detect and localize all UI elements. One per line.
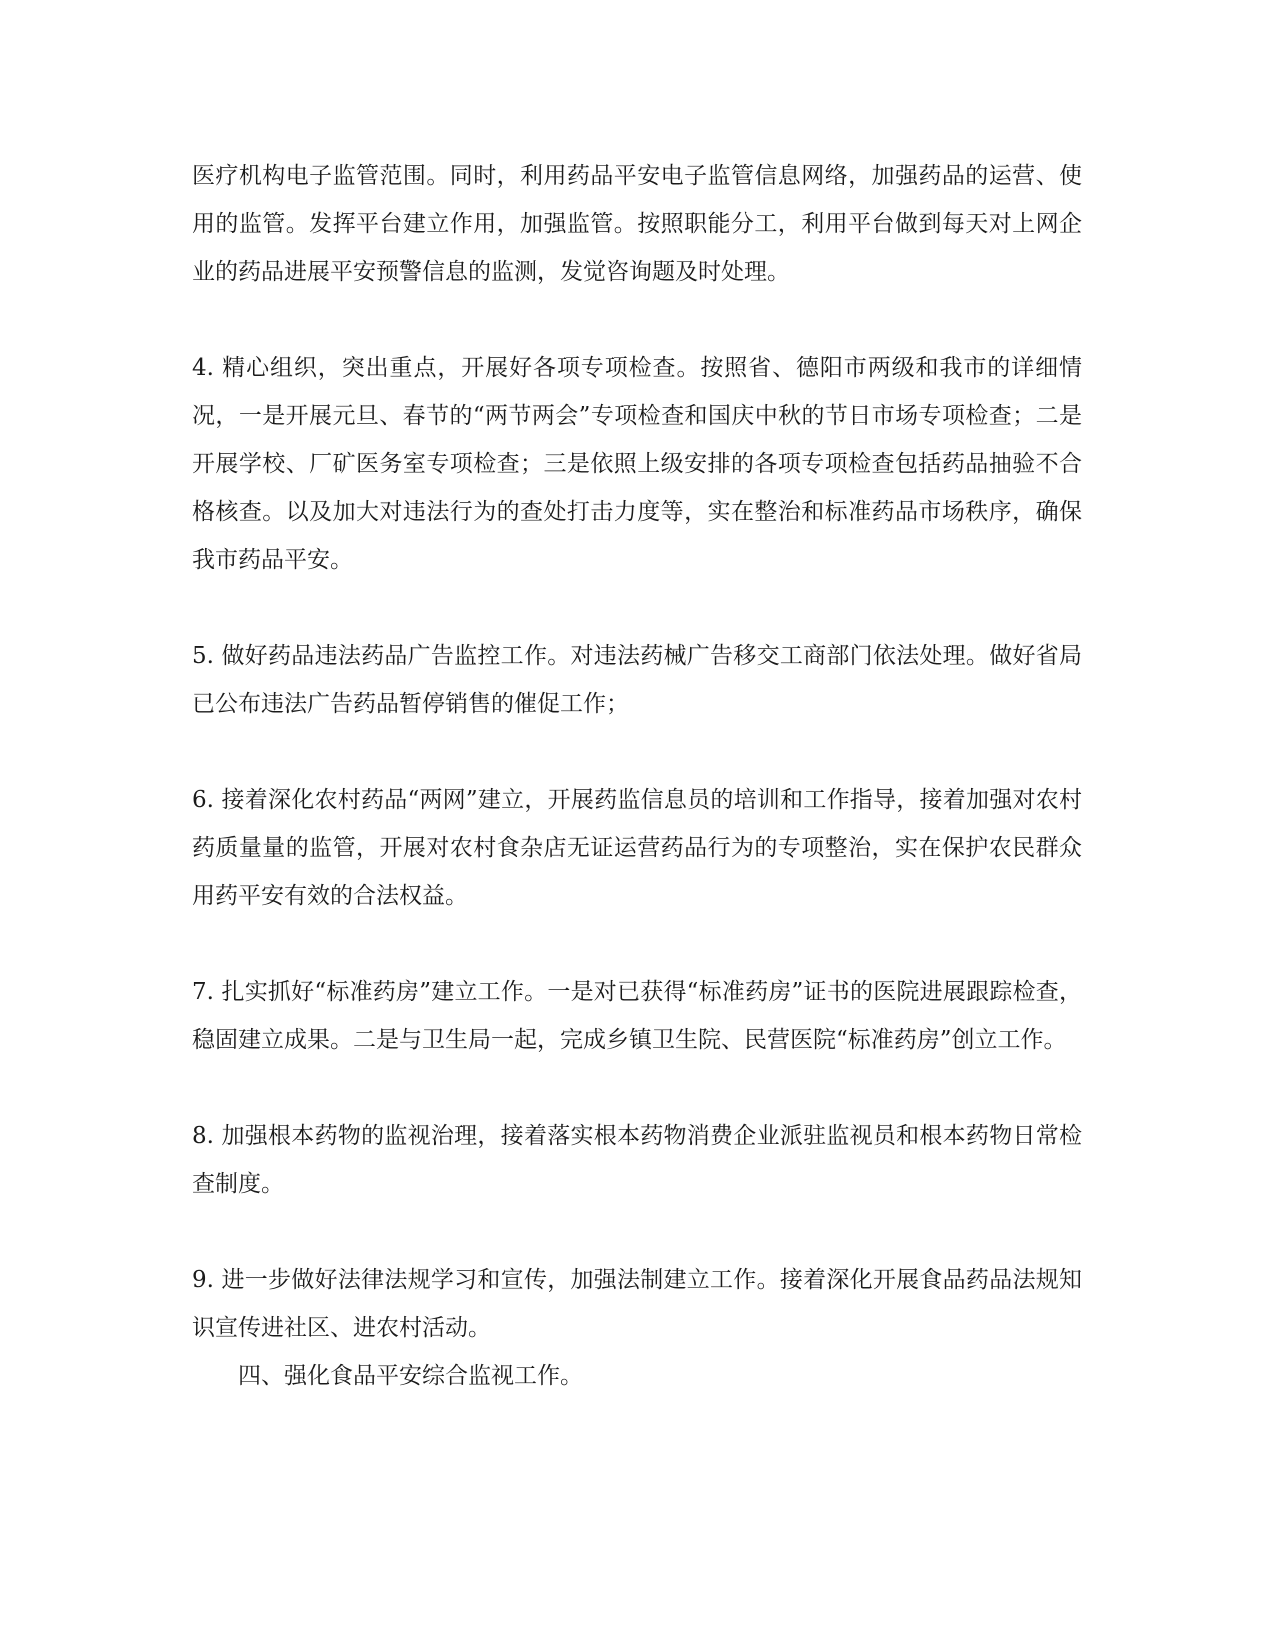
paragraph-item-7: 7. 扎实抓好“标准药房”建立工作。一是对已获得“标准药房”证书的医院进展跟踪检查，稳固建立成果。二是与卫生局一起，完成乡镇卫生院、民营医院“标准药房”创立工作。 xyxy=(192,979,1082,1053)
paragraph-item-9: 9. 进一步做好法律法规学习和宣传，加强法制建立工作。接着深化开展食品药品法规知识宣传进社区、进农村活动。 xyxy=(192,1267,1082,1341)
paragraph-item-8: 8. 加强根本药物的监视治理，接着落实根本药物消费企业派驻监视员和根本药物日常检查制度。 xyxy=(192,1123,1082,1197)
document-body xyxy=(192,152,1082,1400)
section-heading: 四、强化食品平安综合监视工作。 xyxy=(238,1363,583,1389)
paragraph-item-5: 5. 做好药品违法药品广告监控工作。对违法药械广告移交工商部门依法处理。做好省局已公布违法广告药品暂停销售的催促工作； xyxy=(192,643,1082,717)
paragraph-item-6: 6. 接着深化农村药品“两网”建立，开展药监信息员的培训和工作指导，接着加强对农村药质量量的监管，开展对农村食杂店无证运营药品行为的专项整治，实在保护农民群众用药平安有效的合法权益。 xyxy=(192,787,1082,909)
paragraph-item-4: 4. 精心组织，突出重点，开展好各项专项检查。按照省、德阳市两级和我市的详细情况，一是开展元旦、春节的“两节两会”专项检查和国庆中秋的节日市场专项检查；二是开展学校、厂矿医务室专项检查；三是依照上级安排的各项专项检查包括药品抽验不合格核查。以及加大对违法行为的查处打击力度等，实在整治和标准药品市场秩序，确保我市药品平安。 xyxy=(192,355,1082,573)
paragraph-continuation: 医疗机构电子监管范围。同时，利用药品平安电子监管信息网络，加强药品的运营、使用的监管。发挥平台建立作用，加强监管。按照职能分工，利用平台做到每天对上网企业的药品进展平安预警信息的监测，发觉咨询题及时处理。 xyxy=(192,163,1082,285)
